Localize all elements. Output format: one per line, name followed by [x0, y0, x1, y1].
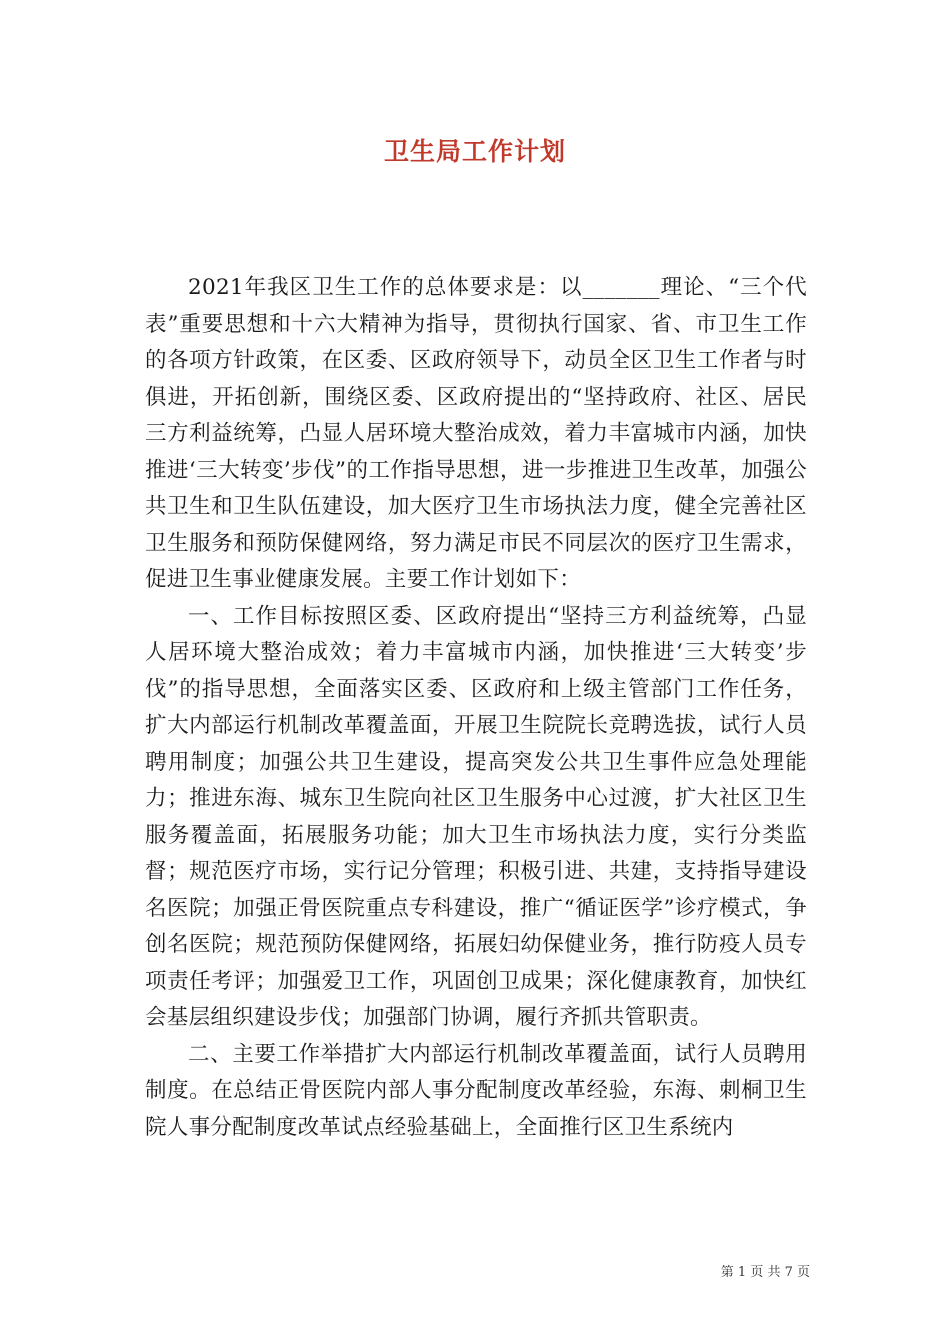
paragraph-main-measures: 二、主要工作举措扩大内部运行机制改革覆盖面，试行人员聘用制度。在总结正骨医院内部人事分配制度改革经验，东海、刺桐卫生院人事分配制度改革试点经验基础上，全面推行区卫生系统内 [145, 1041, 807, 1140]
paragraph-intro: 2021年我区卫生工作的总体要求是：以_______理论、“三个代表”重要思想和十六大精神为指导，贯彻执行国家、省、市卫生工作的各项方针政策，在区委、区政府领导下，动员全区卫生工作者与时俱进，开拓创新，围绕区委、区政府提出的“坚持政府、社区、居民三方利益统筹，凸显人居环境大整治成效，着力丰富城市内涵，加快推进‘三大转变’步伐”的工作指导思想，进一步推进卫生改革，加强公共卫生和卫生队伍建设，加大医疗卫生市场执法力度，健全完善社区卫生服务和预防保健网络，努力满足市民不同层次的医疗卫生需求，促进卫生事业健康发展。主要工作计划如下： [145, 275, 807, 592]
document-body [145, 270, 807, 1146]
document-title: 卫生局工作计划 [383, 137, 566, 166]
page-number: 第 1 页 共 7 页 [720, 1265, 810, 1280]
paragraph-work-goals: 一、工作目标按照区委、区政府提出“坚持三方利益统筹，凸显人居环境大整治成效；着力丰富城市内涵，加快推进‘三大转变’步伐”的指导思想，全面落实区委、区政府和上级主管部门工作任务，扩大内部运行机制改革覆盖面，开展卫生院院长竞聘选拔，试行人员聘用制度；加强公共卫生建设，提高突发公共卫生事件应急处理能力；推进东海、城东卫生院向社区卫生服务中心过渡，扩大社区卫生服务覆盖面，拓展服务功能；加大卫生市场执法力度，实行分类监督；规范医疗市场，实行记分管理；积极引进、共建，支持指导建设名医院；加强正骨医院重点专科建设，推广“循证医学”诊疗模式，争创名医院；规范预防保健网络，拓展妇幼保健业务，推行防疫人员专项责任考评；加强爱卫工作，巩固创卫成果；深化健康教育，加快红会基层组织建设步伐；加强部门协调，履行齐抓共管职责。 [145, 603, 807, 1030]
